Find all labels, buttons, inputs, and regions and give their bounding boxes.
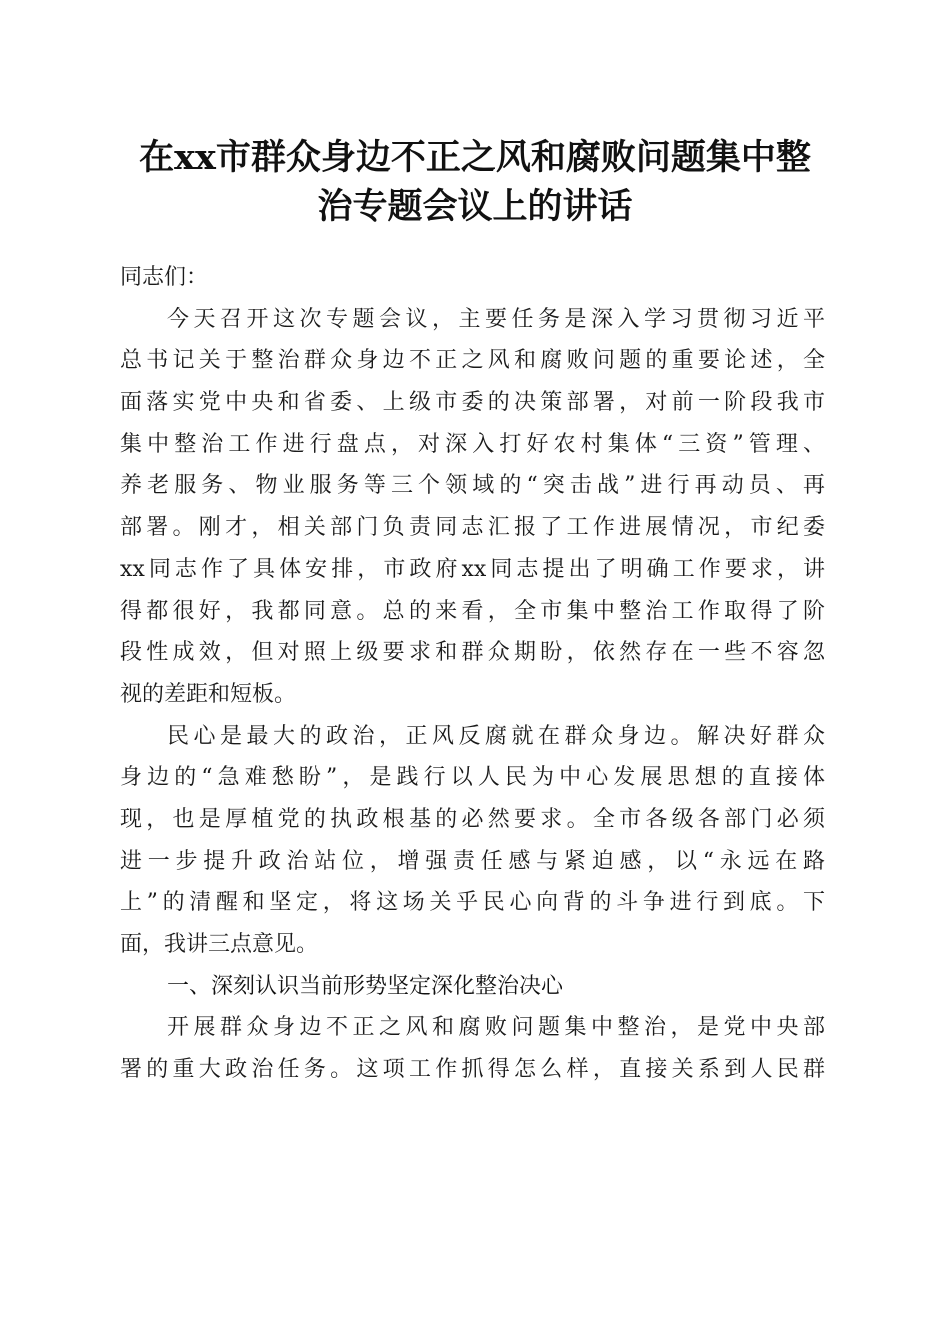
paragraph-line: 得都很好，我都同意。总的来看，全市集中整治工作取得了阶 (120, 598, 825, 624)
paragraph-line: 现，也是厚植党的执政根基的必然要求。全市各级各部门必须 (120, 806, 825, 832)
section-paragraph (120, 1007, 825, 1090)
paragraph-line: 上”的清醒和坚定，将这场关乎民心向背的斗争进行到底。下 (120, 890, 825, 916)
paragraph-line: 进一步提升政治站位，增强责任感与紧迫感，以“永远在路 (120, 848, 825, 874)
salutation: 同志们： (120, 265, 209, 290)
paragraph-line: 面落实党中央和省委、上级市委的决策部署，对前一阶段我市 (120, 390, 825, 416)
paragraph-line: 身边的“急难愁盼”，是践行以人民为中心发展思想的直接体 (120, 765, 825, 791)
paragraph-line: 开展群众身边不正之风和腐败问题集中整治，是党中央部 (167, 1015, 825, 1041)
paragraph-line: 今天召开这次专题会议，主要任务是深入学习贯彻习近平 (167, 306, 825, 332)
paragraph-line: 集中整治工作进行盘点，对深入打好农村集体“三资”管理、 (120, 431, 825, 457)
document-title (100, 133, 850, 231)
paragraph-line: 部署。刚才，相关部门负责同志汇报了工作进展情况，市纪委 (120, 515, 825, 541)
paragraph-line: 总书记关于整治群众身边不正之风和腐败问题的重要论述，全 (120, 348, 825, 374)
paragraph-line: 署的重大政治任务。这项工作抓得怎么样，直接关系到人民群 (120, 1057, 825, 1083)
paragraph-line: 段性成效，但对照上级要求和群众期盼，依然存在一些不容忽 (120, 640, 825, 666)
document-body (120, 257, 825, 1091)
title-line-1: 在xx市群众身边不正之风和腐败问题集中整 (139, 137, 811, 178)
paragraph-line: xx同志作了具体安排，市政府xx同志提出了明确工作要求，讲 (120, 556, 825, 582)
paragraph-line: 面，我讲三点意见。 (120, 932, 319, 957)
paragraph-line: 养老服务、物业服务等三个领域的“突击战”进行再动员、再 (120, 473, 825, 499)
title-line-2: 治专题会议上的讲话 (317, 186, 633, 227)
paragraph-line: 视的差距和短板。 (120, 681, 297, 707)
paragraph-2 (120, 716, 825, 966)
paragraph-1 (120, 299, 825, 716)
section-heading: 一、深刻认识当前形势坚定深化整治决心 (167, 973, 564, 999)
paragraph-line: 民心是最大的政治，正风反腐就在群众身边。解决好群众 (167, 723, 825, 749)
